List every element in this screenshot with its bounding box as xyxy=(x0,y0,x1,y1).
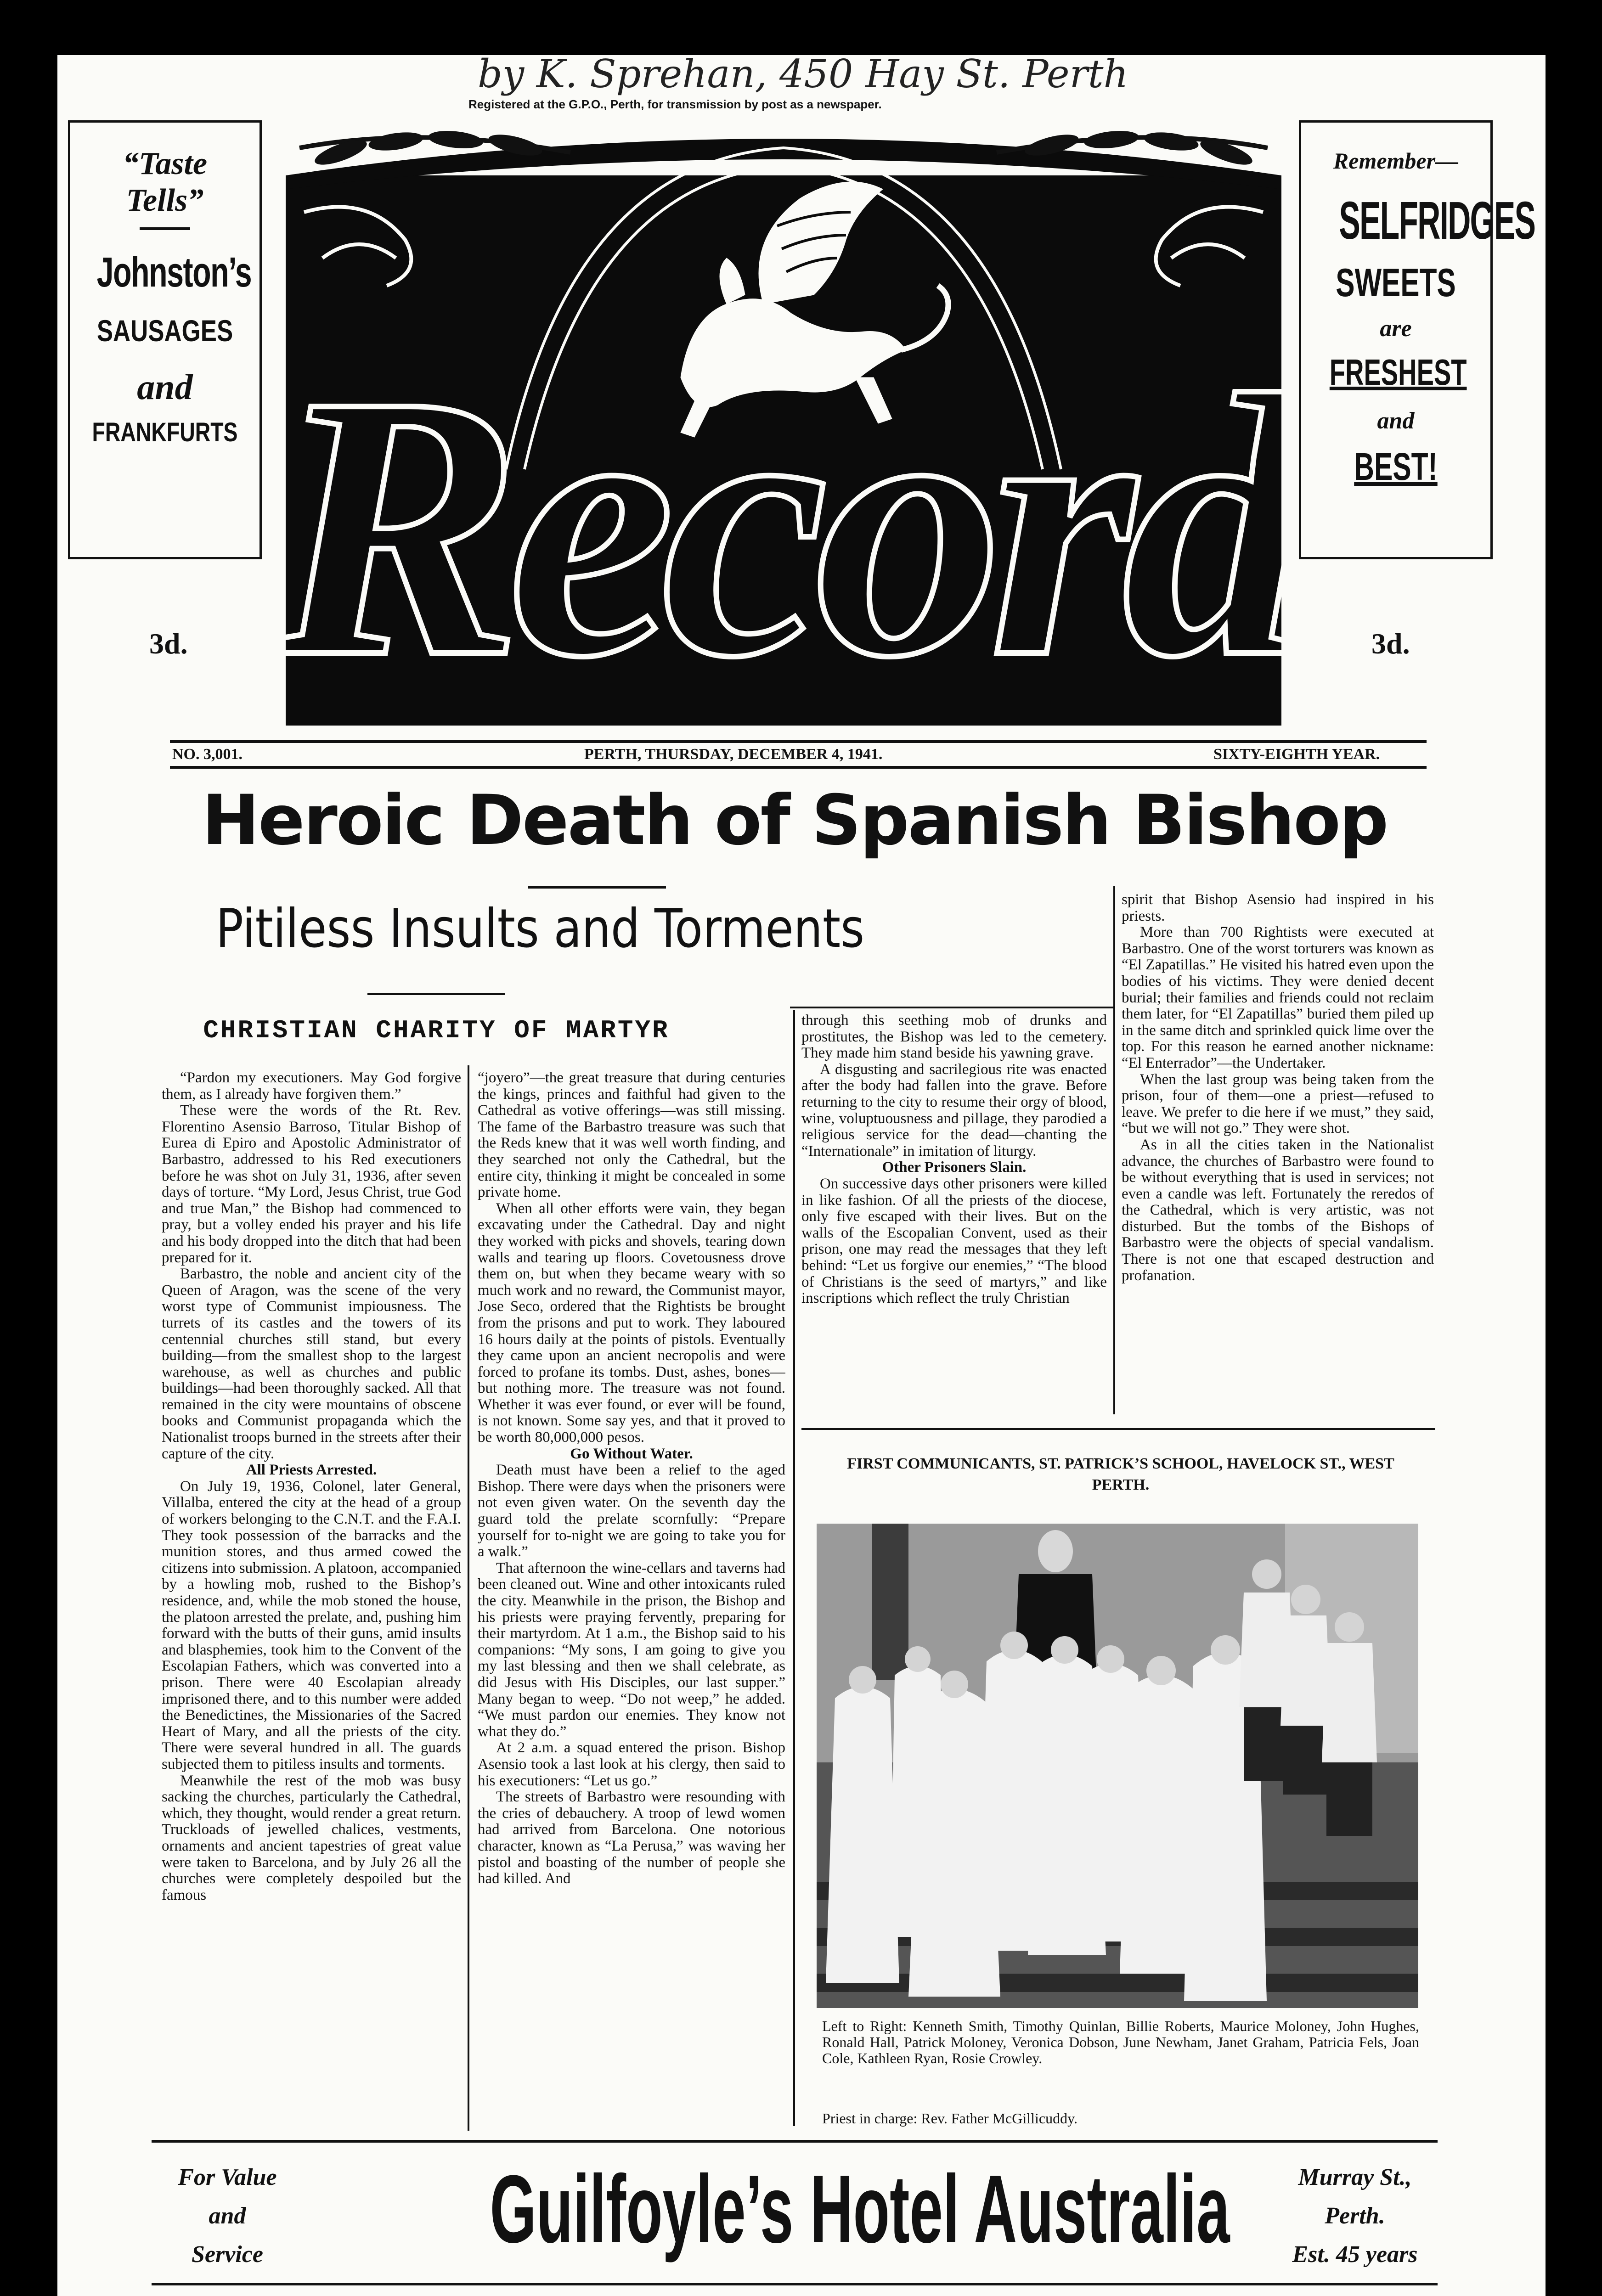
paragraph: At 2 a.m. a squad entered the prison. Bishop Asensio took a last look at his clergy, then said to his executioners: “Let us go.” xyxy=(478,1739,785,1789)
ads-rule-middle xyxy=(152,2283,1438,2285)
column-rule xyxy=(793,1010,795,2126)
ad-and: and xyxy=(137,367,193,407)
ad-claim: FRESHEST xyxy=(1329,352,1467,393)
hotel-name: Guilfoyle’s Hotel Australia xyxy=(490,2155,1230,2263)
article-column-1 xyxy=(162,1070,461,2126)
ad-divider xyxy=(140,227,190,230)
masthead xyxy=(286,120,1281,726)
paragraph: When all other efforts were vain, they began excavating under the Cathedral. Day and night they worked with picks and shovels, tearing down walls and tearing up floors. Covetousness drove them on, but when they became weary with so much work and no reward, the Communist mayor, Jose Seco, ordered that the Rightists be brought from the prisons and put to work. They laboured 16 hours daily at the points of pistols. Eventually they came upon an ancient necropolis and were forced to profane its tombs. Dust, ashes, bones—but nothing more. The treasure was not found. Whether it was ever found, or ever will be found, is not known. Some say yes, and that it proved to be worth 80,000,000 pesos. xyxy=(478,1200,785,1446)
ad-slogan-line2: Tells” xyxy=(126,183,204,218)
selfridges-ad xyxy=(1299,120,1535,559)
paragraph: through this seething mob of drunks and prostitutes, the Bishop was led to the cemetery. They made him stand beside his yawning grave. xyxy=(801,1013,1107,1062)
article-column-3 xyxy=(801,1013,1107,1417)
subhead: All Priests Arrested. xyxy=(246,1462,377,1479)
paragraph: As in all the cities taken in the Nationalist advance, the churches of Barbastro were found to be without everything that is used in services; not even a candle was left. Fortunately the reredos of the Cathedral, which is very artistic, was not disturbed. But the tombs of the Bishops of Barbastro were the objects of special vandalism. There is not one that escaped destruction and profanation. xyxy=(1122,1136,1434,1284)
dateline-rule-bottom xyxy=(170,766,1427,769)
hotel-ad-left xyxy=(152,2158,303,2274)
paragraph: A disgusting and sacrilegious rite was enacted after the body had fallen into the grave. Before returning to the city to resume their orgy of blood, wine, voluptuousness and pillage, they parodied a religious service for the dead—chanting the “Internationale” in imitation of liturgy. xyxy=(801,1061,1107,1159)
issue-number: NO. 3,001. xyxy=(172,746,243,763)
subheadline: Pitiless Insults and Torments xyxy=(215,898,865,960)
paragraph: “Pardon my executioners. May God forgive them, as I already have forgiven them.” xyxy=(162,1070,461,1103)
hotel-right-line: Murray St., xyxy=(1298,2164,1412,2190)
hotel-left-line: and xyxy=(209,2203,246,2229)
ads-rule-top xyxy=(152,2140,1438,2143)
headline: Heroic Death of Spanish Bishop xyxy=(202,781,1388,861)
hotel-left-line: For Value xyxy=(178,2164,277,2190)
paragraph: More than 700 Rightists were executed at Barbastro. One of the worst torturers was known as “El Zapatillas.” He visited his hatred even upon the bodies of his victims. They were denied decent burial; their families and friends could not reclaim them later, for “El Zapatillas” buried them piled up in the same ditch and sprinkled quick lime over the top. For this reason he earned another nickname: “El Enterrador”—the Undertaker. xyxy=(1122,924,1434,1071)
ad-product1: SAUSAGES xyxy=(96,314,233,348)
article-column-4 xyxy=(1122,892,1434,1418)
hotel-ad-right xyxy=(1277,2158,1433,2274)
ad-product: SWEETS xyxy=(1336,261,1456,305)
paragraph: Meanwhile the rest of the mob was busy sacking the churches, particularly the Cathedral, which, they thought, would render a great return. Truckloads of jewelled chalices, vestments, ornaments and ancient tapestries of great value were taken to Barcelona, and by July 26 all the churches were completely despoiled but the famous xyxy=(162,1772,461,1903)
subhead: Go Without Water. xyxy=(570,1445,693,1462)
photo-heading: FIRST COMMUNICANTS, ST. PATRICK’S SCHOOL, HAVELOCK ST., WEST PERTH. xyxy=(847,1455,1394,1493)
ad-product2: FRANKFURTS xyxy=(92,417,238,447)
subhead: Other Prisoners Slain. xyxy=(882,1159,1027,1176)
photo-image xyxy=(817,1524,1418,2008)
paragraph: Death must have been a relief to the aged Bishop. There were days when the prisoners were not even given water. On the seventh day the guard told the prelate scornfully: “Prepare yourself for to-night we are going to take you for a walk.” xyxy=(478,1462,785,1560)
ad-brand: Johnston’s xyxy=(96,249,252,296)
ad-slogan-line1: “Taste xyxy=(122,146,208,181)
paragraph: The streets of Barbastro were resounding with the cries of debauchery. A troop of lewd women had arrived from Barcelona. One notorious character, known as “La Perusa,” was waving her pistol and boasting of the number of people she had killed. And xyxy=(478,1789,785,1887)
ad-are: are xyxy=(1380,315,1412,342)
communicants-photo xyxy=(817,1524,1418,2008)
ad-and: and xyxy=(1377,408,1415,434)
article-column-2 xyxy=(478,1070,785,2126)
price-right: 3d. xyxy=(1371,627,1410,660)
masthead-title: Record xyxy=(286,318,1281,726)
column-rule xyxy=(1113,886,1115,1414)
masthead-artwork xyxy=(286,120,1281,726)
handwritten-address: by K. Sprehan, 450 Hay St. Perth xyxy=(478,51,1128,96)
photo-rule xyxy=(801,1428,1435,1430)
hotel-left-line: Service xyxy=(192,2241,263,2268)
paragraph: Barbastro, the noble and ancient city of the Queen of Aragon, was the scene of the very worst type of Communist impiousness. The turrets of its castles and the towers of its centennial churches still stand, but every building—from the smallest shop to the largest warehouse, as well as churches and public buildings—had been thoroughly sacked. All that remained in the city were mountains of obscene books and Communist propaganda which the Nationalist troops burned in the streets after their capture of the city. xyxy=(162,1266,461,1462)
dateline-rule-top xyxy=(170,740,1427,743)
subheadline-rule xyxy=(367,993,505,995)
column-rule xyxy=(468,1065,469,2131)
paragraph: spirit that Bishop Asensio had inspired in his priests. xyxy=(1122,892,1434,924)
photo-caption: Left to Right: Kenneth Smith, Timothy Quinlan, Billie Roberts, Maurice Moloney, John Hughes, Ronald Hall, Patrick Moloney, Veronica Dobson, June Newham, Janet Graham, Patricia Fels, Joan Cole, Kathleen Ryan, Rosie Crowley. xyxy=(822,2018,1419,2066)
hotel-right-line: Perth. xyxy=(1325,2203,1385,2229)
paragraph: On successive days other prisoners were killed in like fashion. Of all the priests of the diocese, only five escaped with their lives. But on the walls of the Escopalian Convent, used as their prison, one may read the messages that they left behind: “Let us forgive our enemies,” “The blood of Christians is the seed of martyrs,” and like inscriptions which reflect the truly Christian xyxy=(801,1175,1107,1307)
ad-end: BEST! xyxy=(1354,445,1438,488)
headline-rule xyxy=(528,886,666,889)
issue-date: PERTH, THURSDAY, DECEMBER 4, 1941. xyxy=(584,746,883,763)
photo-priest: Priest in charge: Rev. Father McGillicuddy. xyxy=(822,2110,1078,2127)
paragraph: “joyero”—the great treasure that during centuries the kings, princes and faithful had given to the Cathedral as votive offerings—was still missing. The fame of the Barbastro treasure was such that the Reds knew that it was well worth finding, and they searched not only the Cathedral, but the entire city, thinking it might be concealed in some private home. xyxy=(478,1070,785,1201)
paragraph: When the last group was being taken from the prison, four of them—one a priest—refused to leave. We prefer to die here if we must,” they said, “but we will not go.” They were shot. xyxy=(1122,1071,1434,1137)
kicker: CHRISTIAN CHARITY OF MARTYR xyxy=(203,1016,670,1045)
price-left: 3d. xyxy=(149,627,188,660)
paragraph: On July 19, 1936, Colonel, later General, Villalba, entered the city at the head of a group of workers belonging to the C.N.T. and the F.A.I. They took possession of the barracks and the munition stores, and thus armed cowed the citizens into submission. A platoon, accompanied by a howling mob, rushed to the Bishop’s residence, and, while the mob stoned the house, the platoon arrested the prelate, and, pushing him forward with the butts of their guns, amid insults and blasphemies, took him to the Convent of the Escolapian Fathers, which was converted into a prison. There were 40 Escolapian already imprisoned there, and to this number were added the Benedictines, the Missionaries of the Sacred Heart of Mary, and all the priests of the city. There were several hundred in all. The guards subjected them to pitiless insults and torments. xyxy=(162,1478,461,1773)
paragraph: These were the words of the Rt. Rev. Florentino Asensio Barroso, Titular Bishop of Eurea di Epiro and Apostolic Administrator of Barbastro, addressed to his Red executioners before he was shot on July 31, 1936, after seven days of torture. “My Lord, Jesus Christ, true God and true Man,” the Bishop had commenced to pray, but a volley ended his prayer and his life and his body dropped into the ditch that had been prepared for it. xyxy=(162,1102,461,1266)
ad-brand: SELFRIDGES xyxy=(1339,191,1535,250)
registration-line: Registered at the G.P.O., Perth, for transmission by post as a newspaper. xyxy=(468,97,882,111)
ad-lead: Remember— xyxy=(1333,148,1459,174)
hotel-right-line: Est. 45 years xyxy=(1292,2241,1418,2268)
paragraph: That afternoon the wine-cellars and taverns had been cleaned out. Wine and other intoxicants ruled the city. Meanwhile in the prison, the Bishop and his priests were praying fervently, preparing for their martyrdom. At 1 a.m., the Bishop said to his companions: “My sons, I am going to give you my last blessing and then we shall celebrate, as did Jesus with His Disciples, our last supper.” Many began to weep. “Do not weep,” he added. “We must pardon our enemies. They know not what they do.” xyxy=(478,1559,785,1740)
johnstons-ad xyxy=(68,120,262,559)
column-top-rule xyxy=(790,1007,1114,1008)
issue-year: SIXTY-EIGHTH YEAR. xyxy=(1213,746,1380,763)
